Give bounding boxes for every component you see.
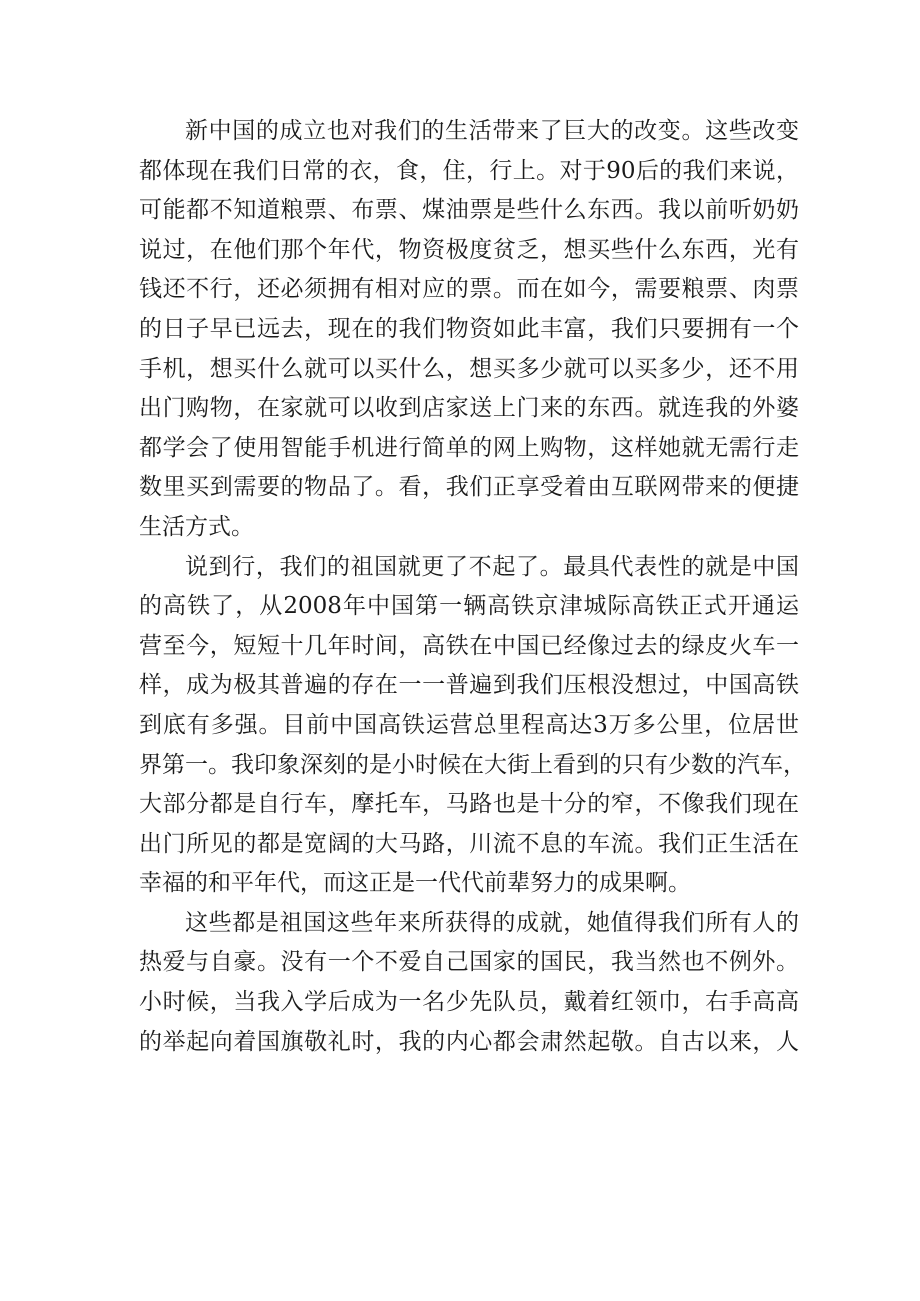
- text-line: 手机，想买什么就可以买什么，想买多少就可以买多少，还不用: [139, 355, 799, 382]
- text-line: 说到行，我们的祖国就更了不起了。最具代表性的就是中国: [185, 553, 799, 580]
- body-text: [139, 112, 806, 1062]
- text-line: 生活方式。: [139, 513, 254, 540]
- text-line: 可能都不知道粮票、布票、煤油票是些什么东西。我以前听奶奶: [139, 197, 799, 224]
- text-line: 营至今，短短十几年时间，高铁在中国已经像过去的绿皮火车一: [139, 632, 799, 659]
- text-line: 大部分都是自行车，摩托车，马路也是十分的窄，不像我们现在: [139, 791, 799, 818]
- text-line: 热爱与自豪。没有一个不爱自己国家的国民，我当然也不例外。: [139, 949, 799, 976]
- text-line: 新中国的成立也对我们的生活带来了巨大的改变。这些改变: [185, 118, 799, 144]
- text-line: 到底有多强。目前中国高铁运营总里程高达3万多公里，位居世: [139, 711, 799, 738]
- text-line: 出门购物，在家就可以收到店家送上门来的东西。就连我的外婆: [139, 395, 799, 422]
- text-line: 界第一。我印象深刻的是小时候在大街上看到的只有少数的汽车，: [139, 751, 806, 778]
- text-line: 小时候，当我入学后成为一名少先队员，戴着红领巾，右手高高: [139, 989, 799, 1016]
- text-line: 这些都是祖国这些年来所获得的成就，她值得我们所有人的: [185, 909, 799, 936]
- text-line: 出门所见的都是宽阔的大马路，川流不息的车流。我们正生活在: [139, 830, 799, 857]
- text-line: 的举起向着国旗敬礼时，我的内心都会肃然起敬。自古以来，人: [139, 1028, 799, 1055]
- text-line: 幸福的和平年代，而这正是一代代前辈努力的成果啊。: [139, 870, 691, 897]
- text-line: 钱还不行，还必须拥有相对应的票。而在如今，需要粮票、肉票: [139, 276, 799, 303]
- text-line: 说过，在他们那个年代，物资极度贫乏，想买些什么东西，光有: [139, 236, 799, 263]
- text-line: 都体现在我们日常的衣，食，住，行上。对于90后的我们来说，: [139, 157, 799, 184]
- text-line: 样，成为极其普遍的存在一一普遍到我们压根没想过，中国高铁: [139, 672, 799, 699]
- text-line: 数里买到需要的物品了。看，我们正享受着由互联网带来的便捷: [139, 474, 799, 501]
- text-line: 的日子早已远去，现在的我们物资如此丰富，我们只要拥有一个: [139, 315, 799, 342]
- text-line: 都学会了使用智能手机进行简单的网上购物，这样她就无需行走: [139, 434, 799, 461]
- paragraph-1: [139, 112, 799, 548]
- text-line: 的高铁了，从2008年中国第一辆高铁京津城际高铁正式开通运: [139, 593, 799, 620]
- paragraph-3: [139, 904, 799, 1062]
- paragraph-2: [139, 548, 806, 904]
